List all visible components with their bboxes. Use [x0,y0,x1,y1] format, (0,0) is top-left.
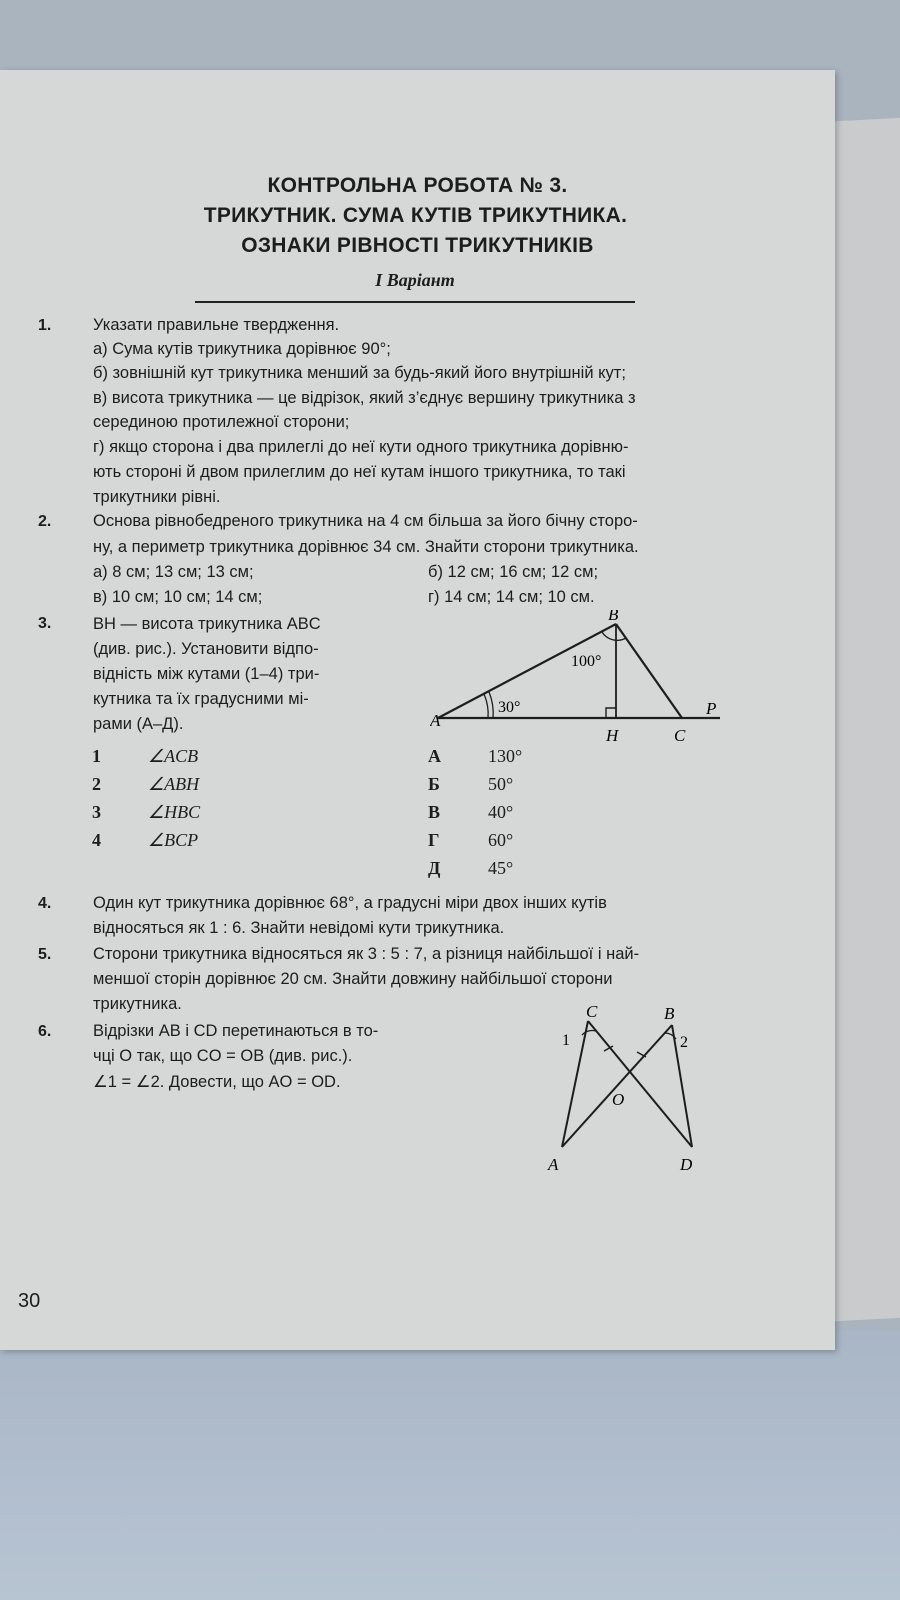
label-angle-2: 2 [680,1034,688,1051]
title-line-2: ТРИКУТНИК. СУМА КУТІВ ТРИКУТНИКА. [203,204,628,227]
q4-number: 4. [38,895,52,912]
q3-left-num: 1 [92,746,101,766]
label-b: B [664,1005,675,1023]
q3-triangle-figure [430,610,740,750]
q5-line: трикутника. [93,995,182,1013]
title-line-3: ОЗНАКИ РІВНОСТІ ТРИКУТНИКІВ [241,234,594,257]
q5-number: 5. [38,946,52,963]
right-angle-mark [606,708,616,718]
q2-option-d: г) 14 см; 14 см; 10 см. [428,588,595,606]
q4-line: Один кут трикутника дорівнює 68°, а градусні міри двох інших кутів [93,894,607,912]
q3-right-letter: А [428,746,441,766]
variant-label: І Варіант [375,270,455,290]
q3-left-angle: ∠BCP [148,830,199,850]
label-p: P [706,699,717,718]
title-line-1: КОНТРОЛЬНА РОБОТА № 3. [267,174,568,197]
angle-a-arc [484,694,488,718]
q3-right-value: 50° [488,774,514,794]
q3-line: (див. рис.). Установити відпо- [93,640,319,658]
q3-line: BH — висота трикутника ABC [93,615,321,633]
q6-number: 6. [38,1023,52,1040]
label-b: B [608,610,619,624]
label-angle-1: 1 [562,1032,570,1049]
side-ab [438,624,616,718]
q3-line: відність між кутами (1–4) три- [93,665,320,683]
angle-a-arc-2 [489,692,493,718]
q1-line: в) висота трикутника — це відрізок, який з’єднує вершину трикутника з [93,389,636,407]
q3-right-value: 60° [488,830,514,850]
q3-left-num: 2 [92,774,101,794]
q6-line: ∠1 = ∠2. Довести, що AO = OD. [93,1073,341,1091]
q6-line: Відрізки AB і CD перетинаються в то- [93,1022,379,1040]
label-angle-b: 100° [571,653,602,670]
q3-right-value: 40° [488,802,514,822]
q3-left-angle: ∠HBC [148,802,201,822]
angle-1-arc [582,1030,596,1035]
q2-line: Основа рівнобедреного трикутника на 4 см більша за його бічну сторо- [93,512,638,530]
q2-option-b: б) 12 см; 16 см; 12 см; [428,563,599,581]
label-a: A [548,1155,559,1174]
background [0,1330,900,1600]
q3-right-letter: Д [428,858,441,878]
q3-left-num: 4 [92,830,101,850]
q3-left-num: 3 [92,802,101,822]
q3-right-value: 130° [488,746,523,766]
q2-option-a: а) 8 см; 13 см; 13 см; [93,563,254,581]
label-h: H [606,726,619,745]
q1-line: трикутники рівні. [93,488,221,506]
page-number: 30 [18,1290,41,1312]
q2-option-c: в) 10 см; 10 см; 14 см; [93,588,263,606]
q2-line: ну, а периметр трикутника дорівнює 34 см. Знайти сторони трикутника. [93,538,639,556]
q5-line: меншої сторін дорівнює 20 см. Знайти довжину найбільшої сторони [93,970,613,988]
q3-number: 3. [38,615,52,632]
label-c: C [674,726,686,745]
q4-line: відносяться як 1 : 6. Знайти невідомі кути трикутника. [93,919,505,937]
q1-line: Указати правильне твердження. [93,316,340,334]
q6-crossing-segments-figure [540,1005,720,1175]
q3-line: кутника та їх градусними мі- [93,690,309,708]
q3-line: рами (А–Д). [93,715,184,733]
q3-right-letter: Б [428,774,440,794]
variant-rule [195,301,635,303]
label-c: C [586,1005,598,1021]
q1-number: 1. [38,317,52,334]
q1-line: серединою протилежної сторони; [93,413,350,431]
q3-left-angle: ∠ACB [148,746,199,766]
q3-right-letter: В [428,802,441,822]
q3-right-letter: Г [428,830,440,850]
q3-left-angle: ∠ABH [148,774,200,794]
q3-right-value: 45° [488,858,514,878]
book-page [0,70,835,1350]
q6-line: чці O так, що CO = OB (див. рис.). [93,1047,353,1065]
q1-line: ють стороні й двом прилеглим до неї кутам іншого трикутника, то такі [93,463,626,481]
label-a: A [430,711,441,730]
q5-line: Сторони трикутника відносяться як 3 : 5 : 7, а різниця найбільшої і най- [93,945,640,963]
label-o: O [612,1090,625,1109]
segment-ab [562,1025,672,1147]
q1-line: б) зовнішній кут трикутника менший за будь-який його внутрішній кут; [93,364,626,382]
segment-cd [588,1021,692,1147]
label-d: D [680,1155,693,1174]
q1-line: а) Сума кутів трикутника дорівнює 90°; [93,340,391,358]
q2-number: 2. [38,513,52,530]
label-angle-a: 30° [498,699,521,716]
q1-line: г) якщо сторона і два прилеглі до неї кути одного трикутника дорівню- [93,438,629,456]
